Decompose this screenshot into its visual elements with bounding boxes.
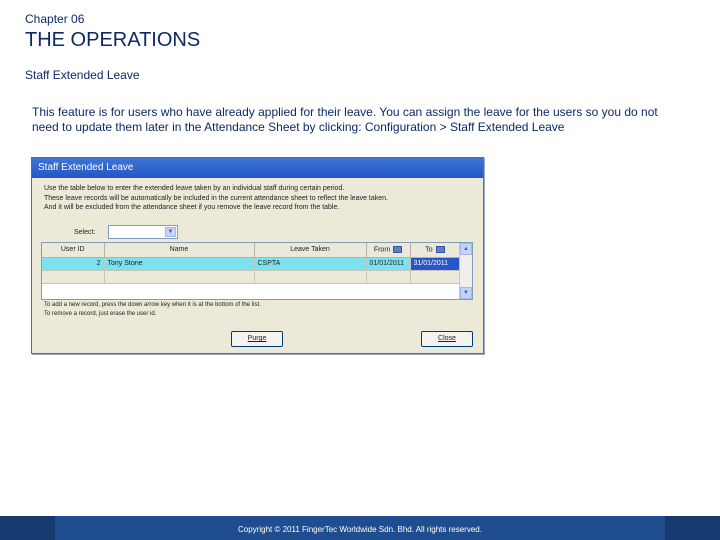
- scroll-up-icon[interactable]: ▲: [460, 243, 472, 255]
- cell-name[interactable]: Tony Stone: [104, 257, 254, 270]
- footer-bar: [0, 516, 720, 540]
- note-line: To add a new record, press the down arrow key when it is at the bottom of the list.: [44, 302, 261, 308]
- dialog-title-bar: Staff Extended Leave: [32, 158, 483, 178]
- purge-button[interactable]: Purge: [231, 331, 283, 347]
- note-line: To remove a record, just erase the user id.: [44, 310, 157, 317]
- cell-from[interactable]: 01/01/2011: [366, 257, 410, 270]
- copyright-text: Copyright © 2011 FingerTec Worldwide Sdn. Bhd. All rights reserved.: [238, 525, 482, 534]
- select-row: [74, 225, 178, 239]
- select-dropdown[interactable]: [108, 225, 178, 239]
- column-header-leave-taken[interactable]: Leave Taken: [254, 243, 366, 257]
- info-line: Use the table below to enter the extended leave taken by an individual staff during certain period.: [44, 185, 345, 192]
- scroll-down-icon[interactable]: ▼: [460, 287, 472, 299]
- cell-empty[interactable]: [254, 270, 366, 283]
- cell-empty[interactable]: [410, 270, 460, 283]
- cell-empty[interactable]: [104, 270, 254, 283]
- info-line: These leave records will be automatically be included in the current attendance sheet to reflect the leave taken.: [44, 194, 388, 202]
- column-header-user-id[interactable]: User ID: [42, 243, 104, 257]
- vertical-scrollbar[interactable]: [459, 243, 472, 299]
- close-button[interactable]: Close: [421, 331, 473, 347]
- leave-table: [41, 242, 473, 300]
- page-title: THE OPERATIONS: [25, 29, 201, 51]
- table-row[interactable]: [42, 270, 460, 283]
- select-label: Select:: [74, 228, 96, 236]
- column-header-from[interactable]: From: [366, 243, 410, 257]
- staff-extended-leave-dialog: [31, 157, 484, 354]
- table-header-row: [42, 243, 460, 257]
- column-header-to[interactable]: To: [410, 243, 460, 257]
- chevron-down-icon[interactable]: ▼: [165, 227, 176, 237]
- info-line: And it will be excluded from the attendance sheet if you remove the leave record from the table.: [44, 204, 340, 211]
- table-notes: [44, 301, 261, 318]
- cell-to[interactable]: 31/01/2011: [410, 257, 460, 270]
- column-header-name[interactable]: Name: [104, 243, 254, 257]
- table-row[interactable]: [42, 257, 460, 270]
- cell-leave-taken[interactable]: CSPTA: [254, 257, 366, 270]
- cell-user-id[interactable]: 2: [42, 257, 104, 270]
- description-text: This feature is for users who have already applied for their leave. You can assign the leave for the users so you do not need to update them later in the Attendance Sheet by clicking: Configuration > Staff Extended Leave: [32, 105, 658, 134]
- dialog-instructions: [44, 184, 464, 213]
- calendar-icon: [436, 246, 445, 253]
- calendar-icon: [393, 246, 402, 253]
- cell-empty[interactable]: [42, 270, 104, 283]
- cell-empty[interactable]: [366, 270, 410, 283]
- section-heading: Staff Extended Leave: [25, 68, 140, 82]
- chapter-label: Chapter 06: [25, 12, 85, 26]
